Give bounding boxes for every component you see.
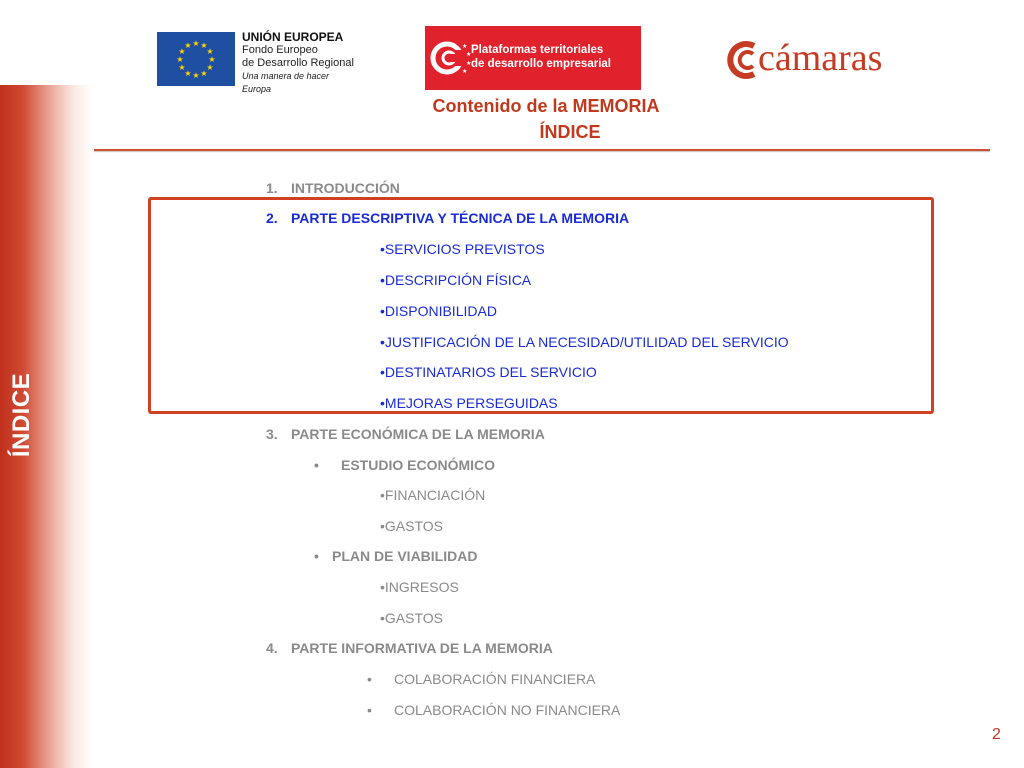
- page-title: Contenido de la MEMORIA: [432, 96, 660, 116]
- svg-text:★: ★: [208, 55, 216, 64]
- toc-item-3a2: •GASTOS: [380, 518, 443, 534]
- title-divider: [94, 149, 990, 151]
- toc-item-2c: •DISPONIBILIDAD: [380, 303, 497, 319]
- toc-item-4b: • COLABORACIÓN NO FINANCIERA: [367, 702, 621, 718]
- eu-line2: Fondo Europeo: [242, 44, 318, 56]
- page-subtitle: ÍNDICE: [539, 122, 601, 142]
- svg-text:★: ★: [206, 47, 214, 56]
- toc-item-2: 2. PARTE DESCRIPTIVA Y TÉCNICA DE LA MEMORIA: [266, 210, 630, 226]
- svg-text:★: ★: [184, 69, 192, 78]
- svg-text:★: ★: [462, 43, 468, 50]
- svg-text:★: ★: [192, 71, 200, 80]
- toc-item-3a: • ESTUDIO ECONÓMICO: [314, 457, 496, 473]
- page-number: 2: [992, 726, 1001, 743]
- svg-text:★: ★: [192, 39, 200, 48]
- toc-item-3b: • PLAN DE VIABILIDAD: [314, 548, 478, 564]
- eu-flag-icon: [157, 32, 235, 86]
- toc-item-2e: •DESTINATARIOS DEL SERVICIO: [380, 364, 597, 380]
- highlight-box: [148, 197, 934, 414]
- toc-item-3a1: •FINANCIACIÓN: [380, 487, 486, 503]
- eu-line1: UNIÓN EUROPEA: [242, 30, 344, 44]
- camaras-wordmark: cámaras: [758, 37, 883, 79]
- camaras-c-icon: [429, 36, 473, 80]
- toc-item-2a: •SERVICIOS PREVISTOS: [380, 241, 545, 257]
- svg-text:★: ★: [462, 68, 468, 75]
- svg-text:★: ★: [178, 63, 186, 72]
- toc-item-3: 3. PARTE ECONÓMICA DE LA MEMORIA: [266, 426, 545, 442]
- side-label: ÍNDICE: [8, 372, 35, 458]
- toc-item-3b2: •GASTOS: [380, 610, 443, 626]
- toc-item-3b1: •INGRESOS: [380, 579, 459, 595]
- camaras-logo: [726, 30, 926, 80]
- toc-item-2b: •DESCRIPCIÓN FÍSICA: [380, 272, 532, 288]
- svg-text:★: ★: [200, 41, 208, 50]
- eu-line4: Una manera de hacer Europa: [242, 71, 330, 94]
- svg-text:★: ★: [178, 47, 186, 56]
- plataformas-line1: Plataformas territoriales: [471, 44, 604, 56]
- eu-line3: de Desarrollo Regional: [242, 57, 354, 69]
- toc-item-1: 1. INTRODUCCIÓN: [266, 180, 400, 196]
- svg-text:★: ★: [466, 60, 472, 67]
- eu-logo: [157, 30, 357, 94]
- toc-item-2f: •MEJORAS PERSEGUIDAS: [380, 395, 558, 411]
- svg-text:★: ★: [184, 41, 192, 50]
- svg-text:★: ★: [206, 63, 214, 72]
- svg-text:★: ★: [200, 69, 208, 78]
- toc-item-4: 4. PARTE INFORMATIVA DE LA MEMORIA: [266, 640, 553, 656]
- camaras-c-mark-icon: [726, 36, 760, 84]
- svg-text:★: ★: [466, 51, 472, 58]
- plataformas-logo: [425, 26, 641, 90]
- toc-item-2d: •JUSTIFICACIÓN DE LA NECESIDAD/UTILIDAD DEL SERVICIO: [380, 334, 789, 350]
- plataformas-line2: de desarrollo empresarial: [471, 58, 611, 70]
- svg-text:★: ★: [176, 55, 184, 64]
- toc-item-4a: • COLABORACIÓN FINANCIERA: [367, 671, 596, 687]
